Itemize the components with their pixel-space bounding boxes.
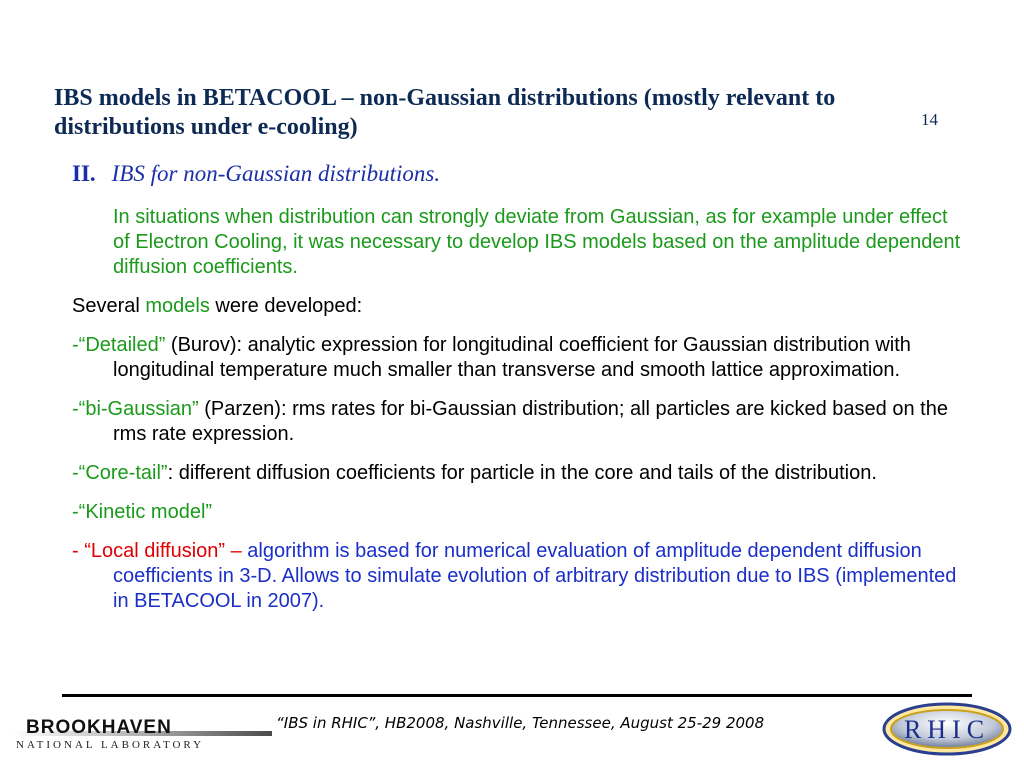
model-name: “Detailed” xyxy=(78,334,166,356)
slide-number: 14 xyxy=(921,110,938,129)
intro-paragraph: In situations when distribution can strongly deviate from Gaussian, as for example under effect of Electron Cooling, it was necessary to develop IBS models based on the amplitude dependent diffusion coefficients. xyxy=(113,206,961,278)
slide-title: IBS models in BETACOOL – non-Gaussian distributions (mostly relevant to distributions under e-cooling) xyxy=(54,85,836,140)
model-item-local-diffusion: - “Local diffusion” – algorithm is based for numerical evaluation of amplitude dependent diffusion coefficients in 3-D. Allows to simulate evolution of arbitrary distribution due to IBS (implemented in BETACOOL in 2007). xyxy=(72,540,957,612)
logo-line1: BROOKHAVEN xyxy=(26,717,172,738)
rhic-logo xyxy=(880,700,1014,758)
model-item-bi-gaussian: -“bi-Gaussian” (Parzen): rms rates for bi-Gaussian distribution; all particles are kicked based on the rms rate expression. xyxy=(72,398,948,445)
model-item-kinetic: -“Kinetic model” xyxy=(72,501,213,523)
model-name: “Local diffusion” – xyxy=(84,540,248,562)
rhic-logo-text: RHIC xyxy=(903,715,991,744)
footer-citation: “IBS in RHIC”, HB2008, Nashville, Tennessee, August 25-29 2008 xyxy=(276,714,765,732)
section-title: IBS for non-Gaussian distributions. xyxy=(111,161,441,186)
section-heading xyxy=(72,161,440,187)
slide-body xyxy=(72,205,967,628)
models-word: models xyxy=(145,295,210,317)
model-name: “Kinetic model” xyxy=(78,501,213,523)
brookhaven-logo xyxy=(12,715,272,749)
model-item-core-tail: -“Core-tail”: different diffusion coefficients for particle in the core and tails of the distribution. xyxy=(72,462,877,484)
model-item-detailed: -“Detailed” (Burov): analytic expression for longitudinal coefficient for Gaussian distribution with longitudinal temperature much smaller than transverse and smooth lattice approximation. xyxy=(72,334,911,381)
section-numeral: II. xyxy=(72,161,96,186)
model-name: “Core-tail” xyxy=(78,462,168,484)
logo-line2: NATIONAL LABORATORY xyxy=(16,739,205,749)
model-name: “bi-Gaussian” xyxy=(78,398,199,420)
footer-divider xyxy=(62,694,972,697)
several-models-line: Several models were developed: xyxy=(72,295,363,317)
